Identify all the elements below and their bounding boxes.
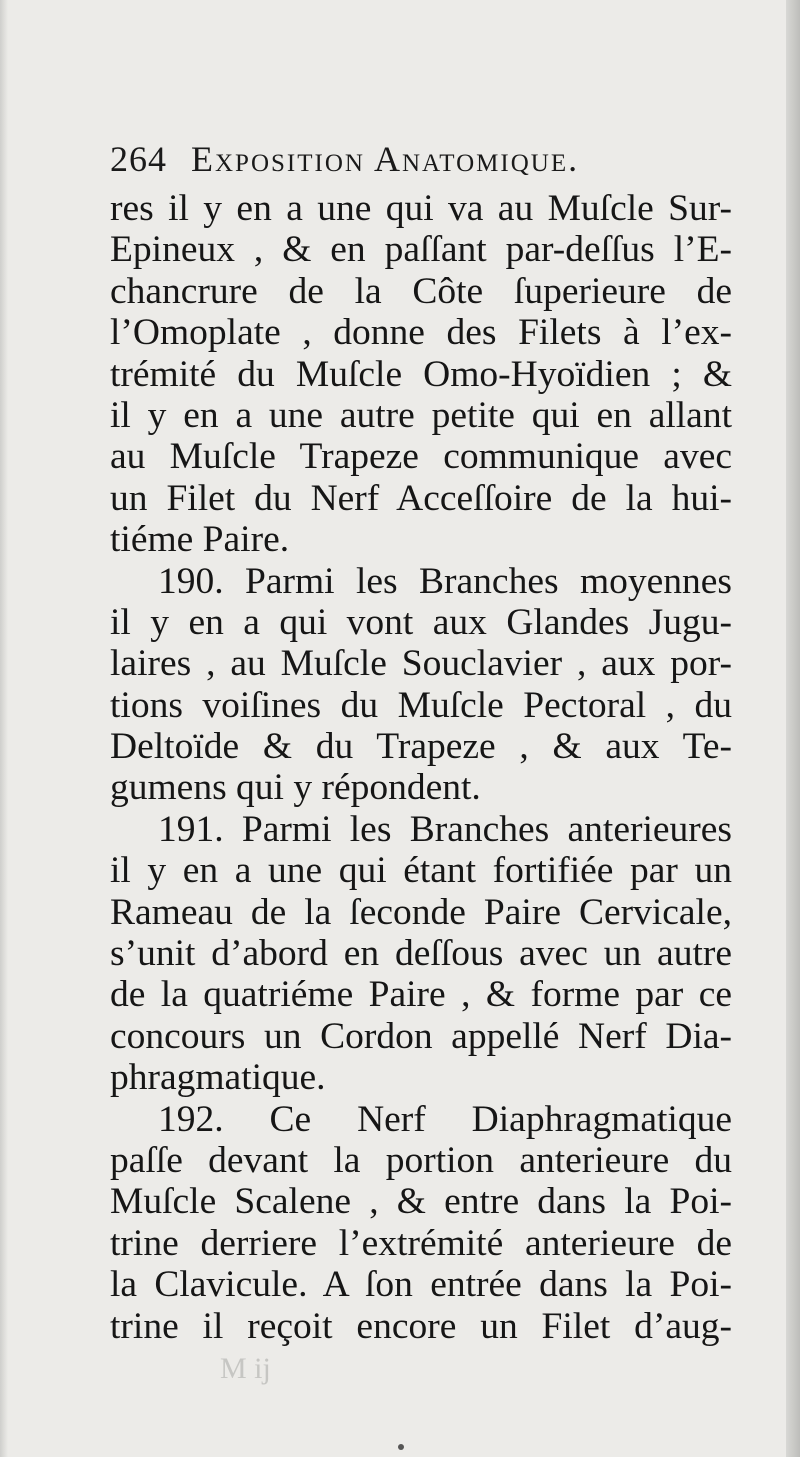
text-line: un Filet du Nerf Acceſſoire de la hui-: [110, 477, 732, 519]
text-line: gumens qui y répondent.: [110, 767, 481, 809]
text-line: chancrure de la Côte ſuperieure de: [110, 270, 732, 312]
paragraph-191-start: 191. Parmi les Branches anterieures: [158, 808, 732, 850]
text-line: res il y en a une qui va au Muſcle Sur-: [110, 188, 732, 229]
page-number: 264: [110, 139, 167, 179]
running-title: Exposition Anatomique.: [191, 139, 580, 179]
page-edge-right: [786, 0, 800, 1457]
text-line: l’Omoplate , donne des Filets à l’ex-: [110, 312, 732, 354]
body-text: [110, 188, 732, 1347]
text-line: il y en a une qui étant fortifiée par un: [110, 850, 732, 892]
text-line: la Clavicule. A ſon entrée dans la Poi-: [110, 1264, 732, 1306]
text-line: s’unit d’abord en deſſous avec un autre: [110, 933, 732, 975]
text-line: laires , au Muſcle Souclavier , aux por-: [110, 643, 732, 685]
page-edge-left: [0, 0, 8, 1457]
paragraph-190-start: 190. Parmi les Branches moyennes: [158, 560, 732, 602]
text-line: tions voiſines du Muſcle Pectoral , du: [110, 684, 732, 726]
ink-dot: [398, 1444, 404, 1450]
text-line: trémité du Muſcle Omo-Hyoïdien ; &: [110, 353, 732, 395]
text-line: trine il reçoit encore un Filet d’aug-: [110, 1305, 732, 1347]
text-line: de la quatriéme Paire , & forme par ce: [110, 974, 732, 1016]
text-line: Rameau de la ſeconde Paire Cervicale,: [110, 891, 732, 933]
paragraph-192-start: 192. Ce Nerf Diaphragmatique: [158, 1098, 732, 1140]
running-header: [110, 138, 730, 180]
text-line: paſſe devant la portion anterieure du: [110, 1139, 732, 1181]
text-line: Epineux , & en paſſant par-deſſus l’E-: [110, 229, 732, 271]
text-line: phragmatique.: [110, 1057, 326, 1099]
text-line: au Muſcle Trapeze communique avec: [110, 436, 732, 478]
text-line: tiéme Paire.: [110, 519, 290, 561]
text-line: Deltoïde & du Trapeze , & aux Te-: [110, 726, 732, 768]
text-line: il y en a une autre petite qui en allant: [110, 394, 732, 436]
text-line: trine derriere l’extrémité anterieure de: [110, 1222, 732, 1264]
text-line: concours un Cordon appellé Nerf Dia-: [110, 1015, 732, 1057]
text-line: il y en a qui vont aux Glandes Jugu-: [110, 601, 732, 643]
signature-mark: M ij: [220, 1352, 271, 1385]
text-line: Muſcle Scalene , & entre dans la Poi-: [110, 1181, 732, 1223]
